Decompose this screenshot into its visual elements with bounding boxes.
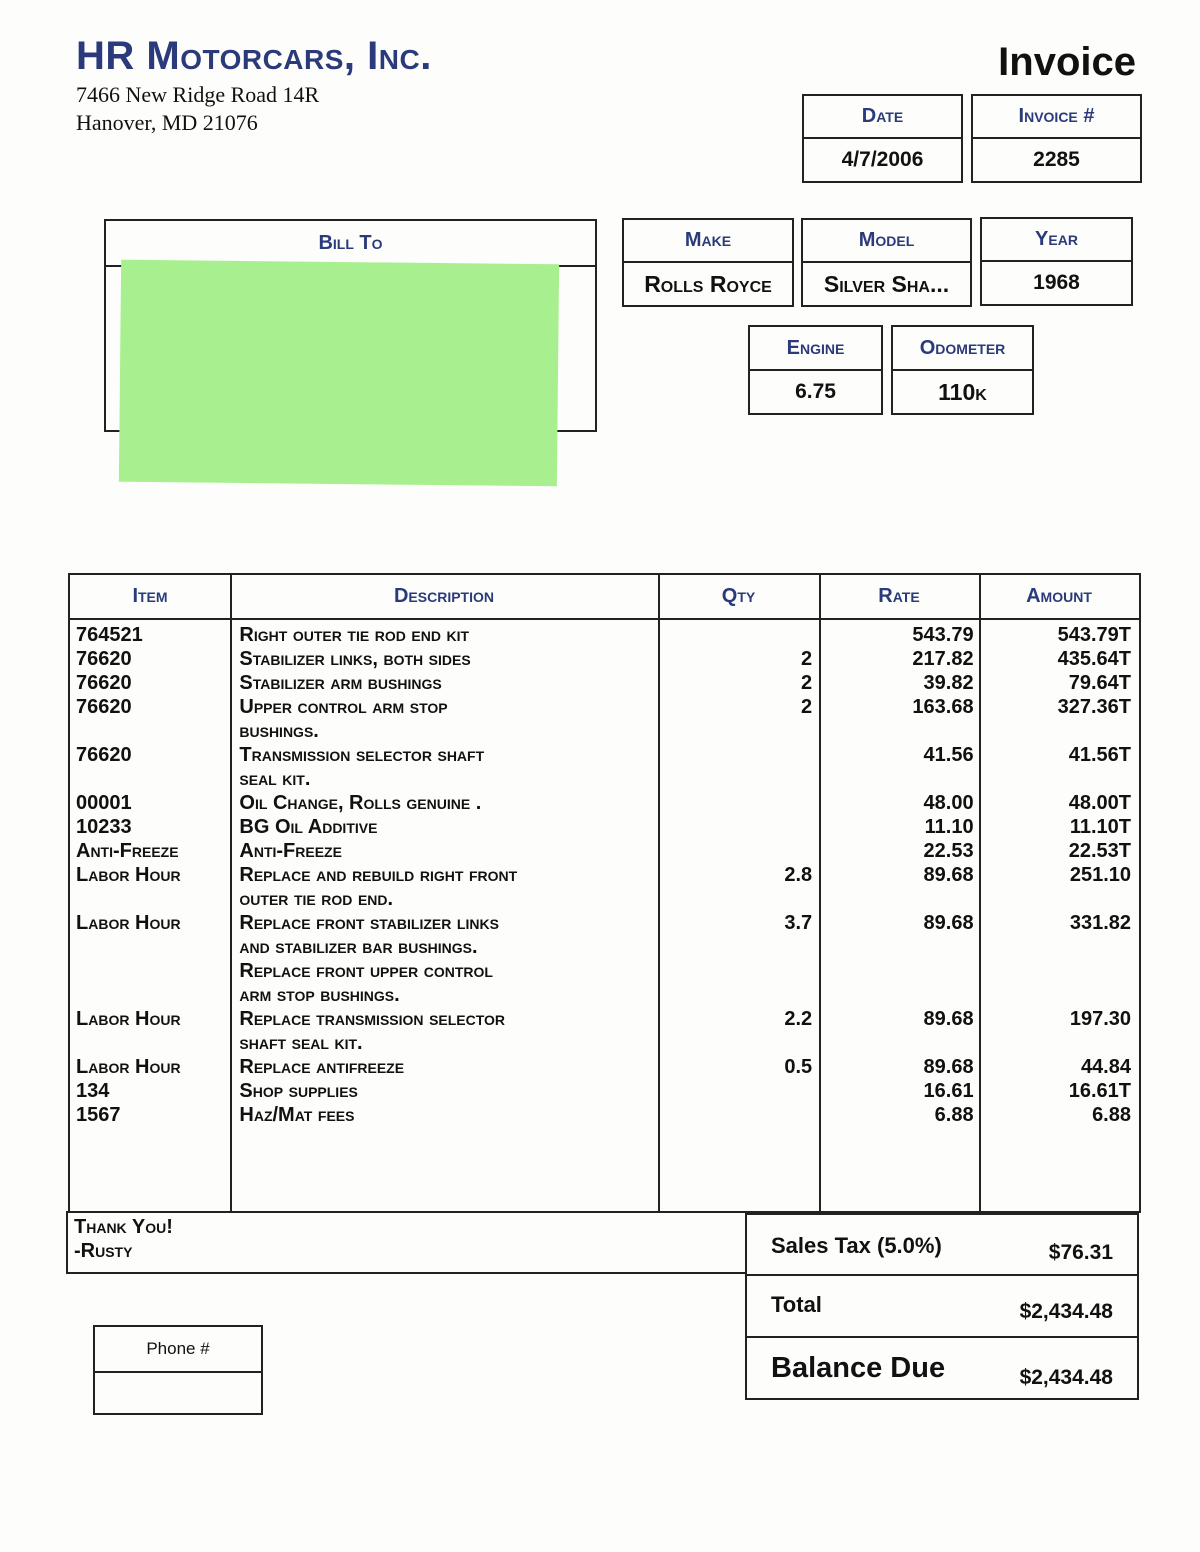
- qty-cell: 0.5: [784, 1056, 813, 1078]
- qty-cell: 2: [801, 696, 813, 718]
- item-cell: 764521: [76, 624, 143, 646]
- description-cell: [233, 671, 659, 695]
- description-line: arm stop bushings.: [239, 984, 400, 1006]
- amount-cell: 251.10: [1069, 864, 1131, 886]
- company-address-line1: 7466 New Ridge Road 14R: [76, 82, 320, 107]
- amount-cell: 435.64T: [1057, 648, 1131, 670]
- qty-cell: [660, 1079, 820, 1103]
- amount-cell: 331.82: [1069, 912, 1131, 934]
- table-row: [70, 623, 1139, 647]
- description-cell: [233, 791, 659, 815]
- line-items-table: [68, 573, 1141, 1213]
- sticky-note-redaction: [119, 260, 559, 487]
- rate-cell: 16.61: [923, 1080, 974, 1102]
- total-value: $2,434.48: [1019, 1300, 1113, 1323]
- bill-to-label: Bill To: [106, 221, 595, 267]
- item-cell: 00001: [76, 792, 132, 814]
- description-line: Replace antifreeze: [239, 1056, 405, 1078]
- column-header-rate: Rate: [878, 585, 920, 607]
- item-cell: Anti-Freeze: [76, 840, 179, 862]
- amount-cell: 79.64T: [1068, 672, 1131, 694]
- amount-cell: 44.84: [1080, 1056, 1131, 1078]
- rate-cell: 41.56: [923, 744, 974, 766]
- description-line: Haz/Mat fees: [239, 1104, 355, 1126]
- balance-due-box: [745, 1336, 1139, 1400]
- description-cell: [233, 839, 659, 863]
- description-cell: [233, 647, 659, 671]
- description-line: Stabilizer arm bushings: [239, 672, 442, 694]
- table-row: [70, 695, 1139, 743]
- item-cell: 76620: [76, 696, 132, 718]
- qty-cell: 2: [801, 672, 813, 694]
- rate-cell: 6.88: [934, 1104, 974, 1126]
- description-cell: [233, 695, 659, 743]
- table-row: [70, 1103, 1139, 1127]
- total-label: Total: [771, 1292, 822, 1317]
- table-row: [70, 911, 1139, 1007]
- sales-tax-box: [745, 1213, 1139, 1276]
- column-header-amount: Amount: [1026, 585, 1092, 607]
- qty-cell: [660, 791, 820, 815]
- engine-value: 6.75: [748, 369, 883, 415]
- invoice-number-label: Invoice #: [971, 94, 1142, 139]
- description-cell: [233, 911, 659, 1007]
- table-row: [70, 743, 1139, 791]
- description-cell: [233, 1103, 659, 1127]
- model-value: Silver Sha...: [801, 261, 972, 307]
- amount-cell: 41.56T: [1068, 744, 1131, 766]
- description-line: Transmission selector shaft: [239, 744, 485, 766]
- description-line: Anti-Freeze: [239, 840, 342, 862]
- rate-cell: 48.00: [923, 792, 974, 814]
- table-row: [70, 1007, 1139, 1055]
- rate-cell: 22.53: [923, 840, 974, 862]
- item-cell: 76620: [76, 672, 132, 694]
- date-label: Date: [802, 94, 963, 139]
- year-label: Year: [980, 217, 1133, 262]
- description-cell: [233, 1079, 659, 1103]
- description-line: Replace front upper control: [239, 960, 493, 982]
- phone-box: [93, 1325, 263, 1415]
- qty-cell: [660, 1103, 820, 1127]
- rate-cell: 217.82: [912, 648, 974, 670]
- rate-cell: 89.68: [923, 912, 974, 934]
- description-cell: [233, 623, 659, 647]
- description-cell: [233, 743, 659, 791]
- rate-cell: 543.79: [912, 624, 974, 646]
- sales-tax-value: $76.31: [1048, 1241, 1113, 1264]
- invoice-title: Invoice: [998, 40, 1136, 84]
- qty-cell: 3.7: [784, 912, 813, 934]
- qty-cell: 2: [801, 648, 813, 670]
- table-row: [70, 1079, 1139, 1103]
- description-line: Replace front stabilizer links: [239, 912, 499, 934]
- amount-cell: 11.10T: [1069, 816, 1131, 838]
- column-header-qty: Qty: [721, 585, 756, 607]
- description-line: outer tie rod end.: [239, 888, 394, 910]
- item-cell: 1567: [76, 1104, 121, 1126]
- description-line: Stabilizer links, both sides: [239, 648, 471, 670]
- make-label: Make: [622, 218, 794, 263]
- description-line: Shop supplies: [239, 1080, 358, 1102]
- table-row: [70, 791, 1139, 815]
- total-box: [745, 1274, 1139, 1338]
- signature-text: -Rusty: [74, 1240, 133, 1262]
- date-value: 4/7/2006: [802, 137, 963, 183]
- rate-cell: 163.68: [912, 696, 974, 718]
- description-line: bushings.: [239, 720, 319, 742]
- item-cell: 76620: [76, 648, 132, 670]
- item-cell: 10233: [76, 816, 132, 838]
- table-row: [70, 671, 1139, 695]
- qty-cell: [660, 623, 820, 647]
- column-header-item: Item: [132, 585, 168, 607]
- amount-cell: 48.00T: [1068, 792, 1131, 814]
- balance-due-value: $2,434.48: [1019, 1366, 1113, 1389]
- item-cell: Labor Hour: [76, 1056, 181, 1078]
- thank-you-text: Thank You!: [74, 1216, 173, 1238]
- table-row: [70, 647, 1139, 671]
- qty-cell: [660, 815, 820, 839]
- table-row: [70, 863, 1139, 911]
- description-line: Right outer tie rod end kit: [239, 624, 470, 646]
- item-cell: Labor Hour: [76, 864, 181, 886]
- make-value: Rolls Royce: [622, 261, 794, 307]
- company-name: HR Motorcars, Inc.: [76, 34, 432, 78]
- year-value: 1968: [980, 260, 1133, 306]
- footer-note-box: [66, 1211, 747, 1274]
- description-cell: [233, 863, 659, 911]
- invoice-number-value: 2285: [971, 137, 1142, 183]
- rate-cell: 11.10: [924, 816, 974, 838]
- company-address-line2: Hanover, MD 21076: [76, 110, 258, 135]
- description-line: Upper control arm stop: [239, 696, 448, 718]
- sales-tax-label: Sales Tax (5.0%): [771, 1233, 942, 1258]
- description-line: seal kit.: [239, 768, 311, 790]
- table-row: [70, 815, 1139, 839]
- description-cell: [233, 1055, 659, 1079]
- item-cell: 76620: [76, 744, 132, 766]
- rate-cell: 89.68: [923, 1008, 974, 1030]
- column-header-description: Description: [393, 585, 494, 607]
- description-line: shaft seal kit.: [239, 1032, 363, 1054]
- qty-cell: 2.2: [784, 1008, 813, 1030]
- line-items-body: [70, 623, 1139, 1127]
- item-cell: 134: [76, 1080, 110, 1102]
- qty-cell: 2.8: [784, 864, 813, 886]
- qty-cell: [660, 839, 820, 863]
- odometer-label: Odometer: [891, 325, 1034, 371]
- amount-cell: 6.88: [1092, 1104, 1131, 1126]
- odometer-value: 110k: [891, 369, 1034, 415]
- balance-due-label: Balance Due: [771, 1352, 946, 1384]
- qty-cell: [660, 743, 820, 791]
- amount-cell: 16.61T: [1068, 1080, 1131, 1102]
- item-cell: Labor Hour: [76, 1008, 181, 1030]
- amount-cell: 543.79T: [1057, 624, 1131, 646]
- description-line: Replace and rebuild right front: [239, 864, 518, 886]
- table-row: [70, 1055, 1139, 1079]
- engine-label: Engine: [748, 325, 883, 371]
- phone-label: Phone #: [95, 1327, 261, 1373]
- description-line: Replace transmission selector: [239, 1008, 506, 1030]
- description-line: BG Oil Additive: [239, 816, 378, 838]
- item-cell: Labor Hour: [76, 912, 181, 934]
- amount-cell: 197.30: [1069, 1008, 1131, 1030]
- description-cell: [233, 1007, 659, 1055]
- description-cell: [233, 815, 659, 839]
- rate-cell: 89.68: [923, 1056, 974, 1078]
- rate-cell: 39.82: [923, 672, 974, 694]
- amount-cell: 22.53T: [1068, 840, 1131, 862]
- rate-cell: 89.68: [923, 864, 974, 886]
- description-line: Oil Change, Rolls genuine .: [239, 792, 482, 814]
- description-line: and stabilizer bar bushings.: [239, 936, 478, 958]
- amount-cell: 327.36T: [1057, 696, 1131, 718]
- model-label: Model: [801, 218, 972, 263]
- table-row: [70, 839, 1139, 863]
